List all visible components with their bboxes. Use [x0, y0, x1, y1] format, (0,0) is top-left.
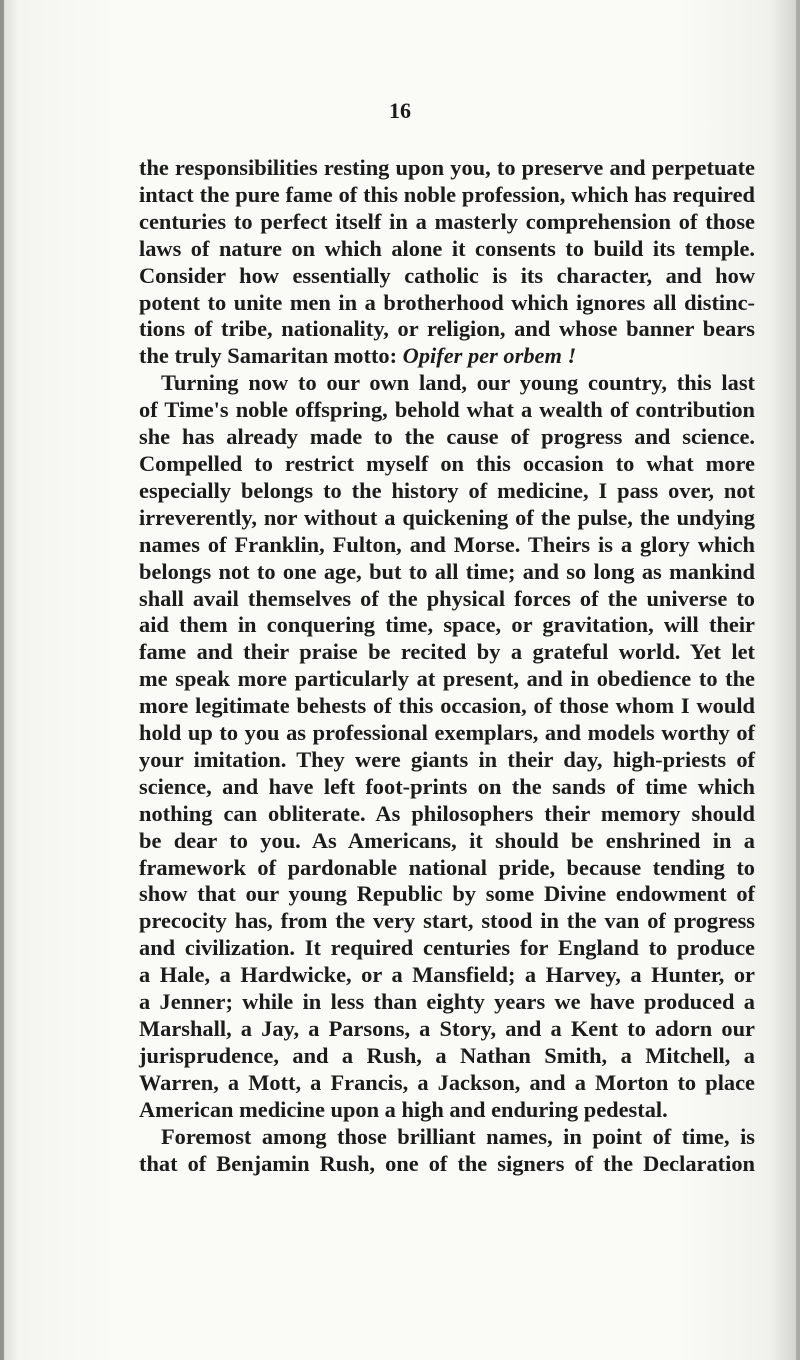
paragraph-2	[139, 370, 755, 1123]
text-line: science, and have left foot-prints on the sands of time which	[139, 773, 755, 799]
text-line: aid them in conquering time, space, or gravitation, will their	[139, 612, 755, 638]
text-line: a Hale, a Hardwicke, or a Mansfield; a Harvey, a Hunter, or	[139, 962, 755, 988]
text-line: fame and their praise be recited by a grateful world. Yet let	[139, 639, 755, 665]
text-line: and civilization. It required centuries for England to produce	[139, 935, 755, 961]
text-line: Warren, a Mott, a Francis, a Jackson, and a Morton to place	[139, 1069, 755, 1095]
page-right-edge-shadow	[796, 0, 800, 1360]
text-line: intact the pure fame of this noble profession, which has required	[139, 181, 755, 207]
page-left-edge-shadow	[0, 0, 4, 1360]
text-line: Compelled to restrict myself on this occasion to what more	[139, 450, 755, 476]
text-line: names of Franklin, Fulton, and Morse. Theirs is a glory which	[139, 531, 755, 557]
text-line: of Time's noble offspring, behold what a wealth of contribution	[139, 397, 755, 423]
motto-prefix: the truly Samaritan motto:	[139, 343, 403, 369]
body-text	[139, 155, 755, 1177]
text-line: hold up to you as professional exemplars, and models worthy of	[139, 720, 755, 746]
text-line: potent to unite men in a brotherhood which ignores all distinc-	[139, 289, 755, 315]
text-line: the responsibilities resting upon you, to preserve and perpetuate	[139, 155, 755, 180]
text-line: centuries to perfect itself in a masterly comprehension of those	[139, 208, 755, 234]
text-line: tions of tribe, nationality, or religion, and whose banner bears	[139, 316, 755, 342]
paragraph-3	[139, 1124, 755, 1178]
text-line: shall avail themselves of the physical forces of the universe to	[139, 585, 755, 611]
text-line: framework of pardonable national pride, because tending to	[139, 854, 755, 880]
text-line-last	[139, 343, 755, 370]
text-line: laws of nature on which alone it consents to build its temple.	[139, 235, 755, 261]
text-line: belongs not to one age, but to all time; and so long as mankind	[139, 558, 755, 584]
text-line: jurisprudence, and a Rush, a Nathan Smith, a Mitchell, a	[139, 1042, 755, 1068]
text-line: Turning now to our own land, our young country, this last	[161, 370, 755, 396]
motto-latin: Opifer per orbem !	[402, 343, 577, 369]
text-line: especially belongs to the history of medicine, I pass over, not	[139, 477, 755, 503]
text-line: precocity has, from the very start, stood in the van of progress	[139, 908, 755, 934]
text-line: Marshall, a Jay, a Parsons, a Story, and a Kent to adorn our	[139, 1016, 755, 1041]
text-line: Consider how essentially catholic is its character, and how	[139, 262, 755, 288]
text-line: your imitation. They were giants in their day, high-priests of	[139, 746, 755, 772]
text-line: be dear to you. As Americans, it should be enshrined in a	[139, 827, 755, 853]
text-line: a Jenner; while in less than eighty years we have produced a	[139, 989, 755, 1015]
text-line: American medicine upon a high and enduring pedestal.	[139, 1096, 668, 1122]
paragraph-1	[139, 155, 755, 370]
text-line: she has already made to the cause of progress and science.	[139, 424, 755, 450]
text-line: me speak more particularly at present, and in obedience to the	[139, 666, 755, 692]
text-line: that of Benjamin Rush, one of the signers of the Declaration	[139, 1150, 755, 1176]
text-line: irreverently, nor without a quickening of the pulse, the undying	[139, 504, 755, 530]
text-line: Foremost among those brilliant names, in point of time, is	[161, 1123, 755, 1149]
text-line: more legitimate behests of this occasion, of those whom I would	[139, 693, 755, 719]
text-line: nothing can obliterate. As philosophers their memory should	[139, 800, 755, 826]
page-number: 16	[389, 98, 411, 123]
text-line: show that our young Republic by some Divine endowment of	[139, 881, 755, 907]
